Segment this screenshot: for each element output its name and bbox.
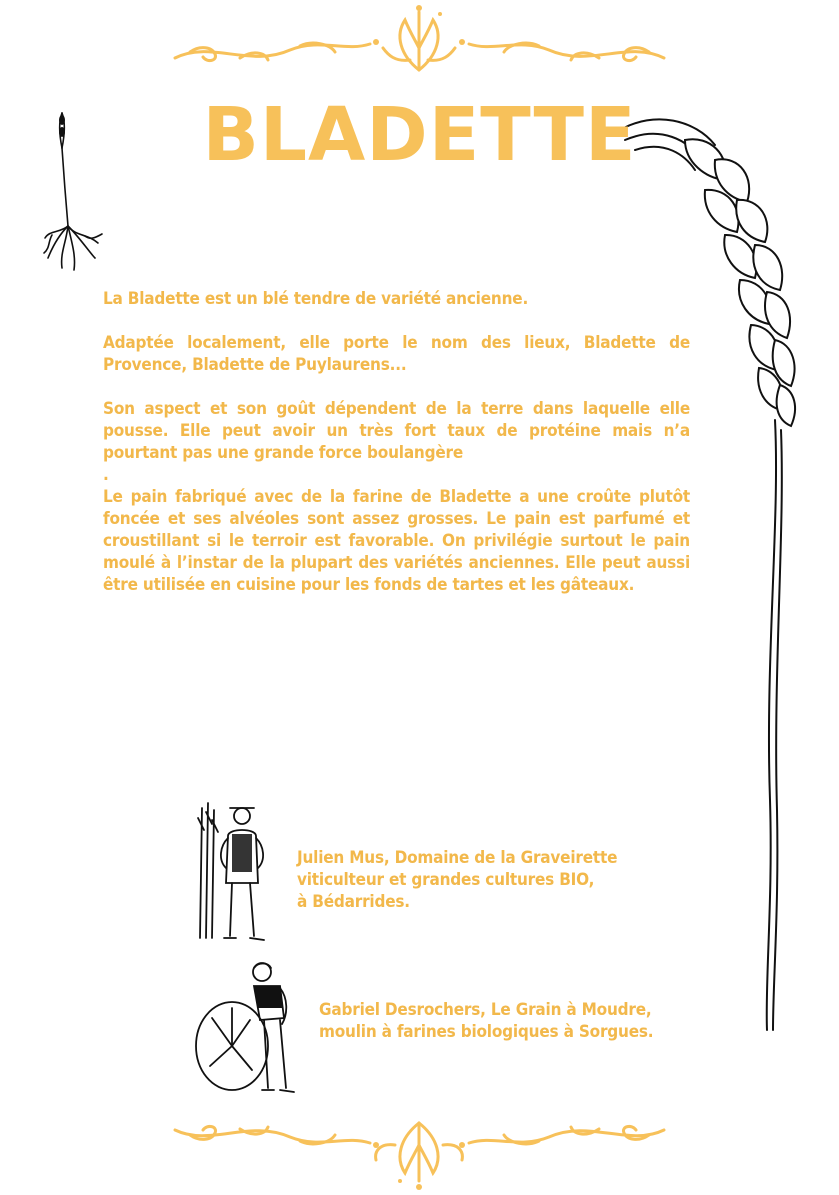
credit-line: viticulteur et grandes cultures BIO, xyxy=(297,870,595,890)
miller-with-millstone-illustration xyxy=(192,958,297,1098)
paragraph-1: La Bladette est un blé tendre de variété ancienne. xyxy=(103,289,529,309)
paragraph-separator: . xyxy=(103,465,109,485)
credit-line: à Bédarrides. xyxy=(297,892,410,912)
credit-julien xyxy=(297,847,617,913)
bottom-ornament-icon xyxy=(0,1105,839,1195)
description-text xyxy=(103,288,690,596)
credit-line: Julien Mus, Domaine de la Graveirette xyxy=(297,848,618,868)
farmer-with-wheat-illustration xyxy=(192,798,277,948)
paragraph-3: Son aspect et son goût dépendent de la terre dans laquelle elle pousse. Elle peut avoir un très fort taux de protéine mais n’a pourtant pas une grande force boulangère xyxy=(103,399,690,463)
paragraph-4: Le pain fabriqué avec de la farine de Bladette a une croûte plutôt foncée et ses alvéoles sont assez grosses. Le pain est parfumé et croustillant si le terroir est favorable. On privilégie surtout le pain moulé à l’instar de la plupart des variétés anciennes. Elle peut aussi être utilisée en cuisine pour les fonds de tartes et les gâteaux. xyxy=(103,487,690,595)
page-title: BLADETTE xyxy=(202,92,637,178)
paragraph-2: Adaptée localement, elle porte le nom des lieux, Bladette de Provence, Bladette de Puylaurens... xyxy=(103,333,690,375)
credit-line: moulin à farines biologiques à Sorgues. xyxy=(319,1022,654,1042)
credit-line: Gabriel Desrochers, Le Grain à Moudre, xyxy=(319,1000,652,1020)
credit-gabriel xyxy=(319,999,653,1043)
top-ornament-icon xyxy=(0,0,839,80)
